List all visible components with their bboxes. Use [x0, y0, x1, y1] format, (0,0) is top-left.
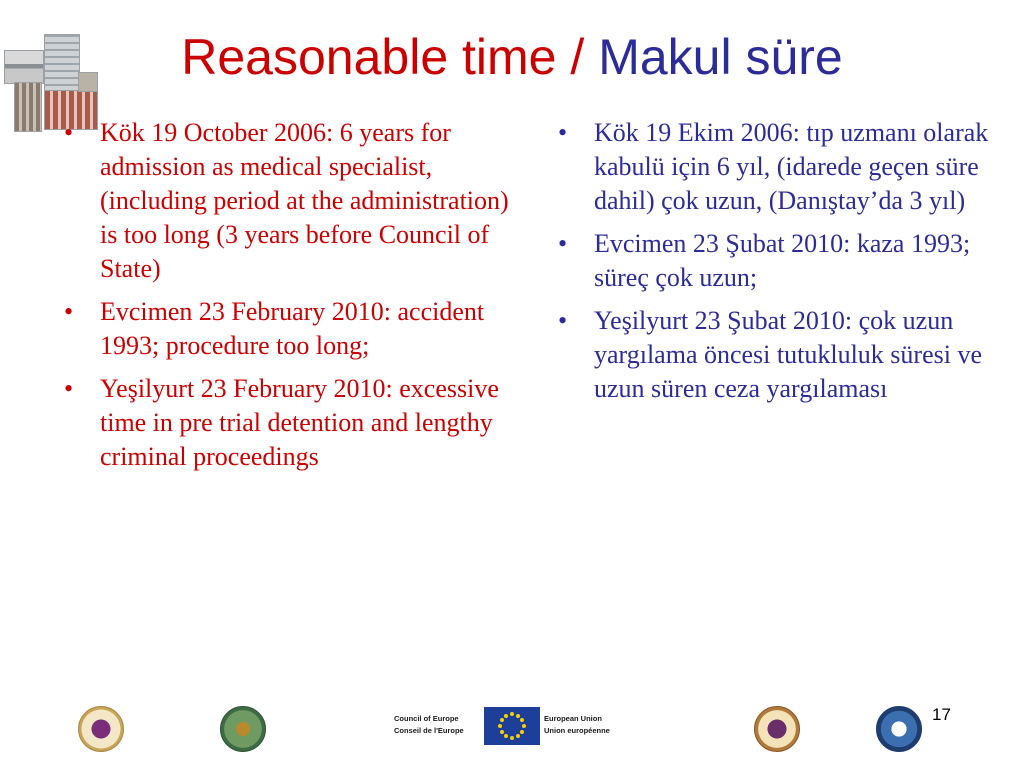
list-item-text: Kök 19 Ekim 2006: tıp uzmanı olarak kabulü için 6 yıl, (idarede geçen süre dahil) çok uzun, (Danıştay’da 3 yıl) — [594, 118, 989, 215]
page-number: 17 — [932, 705, 951, 724]
list-item-text: Kök 19 October 2006: 6 years for admission as medical specialist, (including period at the administration) is too long (3 years before Council of State) — [100, 118, 509, 283]
bullet-icon: • — [64, 297, 74, 326]
list-item — [58, 116, 528, 286]
list-item — [552, 227, 1007, 295]
coe-label-line: Council of Europe — [394, 714, 459, 723]
slide-title — [0, 26, 1024, 88]
eu-label-line: Union européenne — [544, 726, 610, 735]
list-item-text: Yeşilyurt 23 Şubat 2010: çok uzun yargılama öncesi tutukluluk süresi ve uzun süren ceza yargılaması — [594, 306, 982, 403]
bullet-icon: • — [64, 118, 74, 147]
eu-star-icon — [520, 718, 524, 722]
eu-flag-icon — [484, 707, 540, 745]
list-item-text: Evcimen 23 Şubat 2010: kaza 1993; süreç çok uzun; — [594, 229, 971, 292]
coe-label-line: Conseil de l'Europe — [394, 726, 464, 735]
coe-label — [394, 713, 464, 737]
english-bullet-list — [58, 116, 528, 483]
eu-label — [544, 713, 610, 737]
building-photo — [14, 82, 42, 132]
coe-eu-logo — [392, 707, 630, 745]
eu-star-icon — [500, 730, 504, 734]
title-english: Reasonable time — [181, 29, 557, 85]
eu-star-icon — [504, 714, 508, 718]
title-turkish: Makul süre — [598, 29, 843, 85]
bullet-icon: • — [558, 229, 568, 258]
eu-star-icon — [510, 736, 514, 740]
list-item — [552, 304, 1007, 406]
bullet-icon: • — [558, 118, 568, 147]
turkish-bullet-list — [552, 116, 1007, 415]
eu-star-icon — [510, 712, 514, 716]
title-separator: / — [556, 29, 599, 85]
eu-star-icon — [520, 730, 524, 734]
institution-seal-icon — [220, 706, 266, 752]
institution-seal-icon — [754, 706, 800, 752]
institution-seal-icon — [876, 706, 922, 752]
list-item — [58, 295, 528, 363]
list-item — [58, 372, 528, 474]
eu-label-line: European Union — [544, 714, 602, 723]
bullet-icon: • — [64, 374, 74, 403]
bullet-icon: • — [558, 306, 568, 335]
eu-star-icon — [516, 714, 520, 718]
eu-star-icon — [500, 718, 504, 722]
list-item-text: Evcimen 23 February 2010: accident 1993; procedure too long; — [100, 297, 485, 360]
institution-seal-icon — [78, 706, 124, 752]
list-item-text: Yeşilyurt 23 February 2010: excessive time in pre trial detention and lengthy criminal proceedings — [100, 374, 499, 471]
list-item — [552, 116, 1007, 218]
eu-star-icon — [522, 724, 526, 728]
eu-star-icon — [498, 724, 502, 728]
eu-star-icon — [504, 734, 508, 738]
eu-star-icon — [516, 734, 520, 738]
